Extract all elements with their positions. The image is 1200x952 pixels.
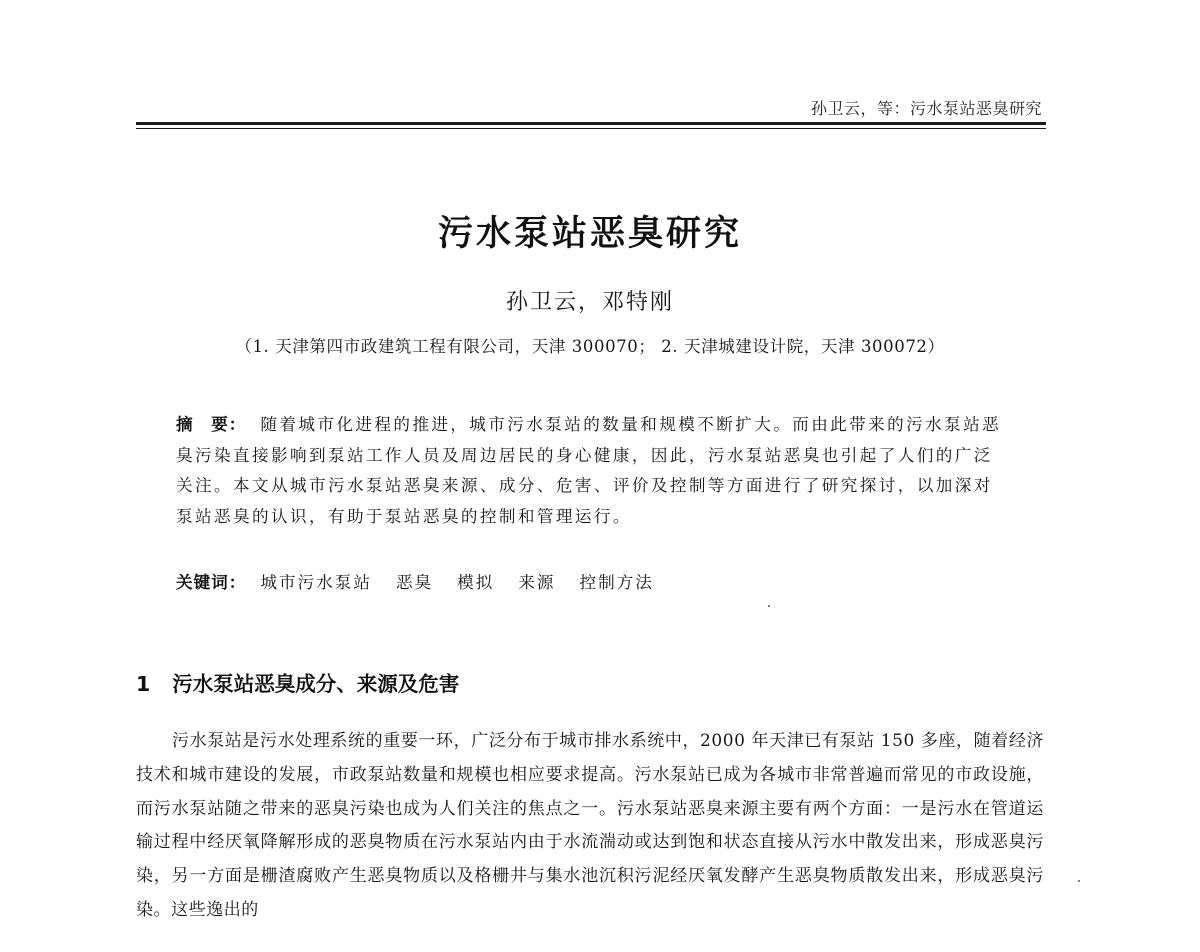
keyword: 来源	[518, 573, 556, 592]
abstract	[176, 410, 1004, 532]
affiliation: （1. 天津第四市政建筑工程有限公司，天津 300070； 2. 天津城建设计院，天津 300072）	[235, 337, 945, 356]
scan-speck	[768, 605, 770, 607]
keyword: 恶臭	[395, 573, 434, 592]
author-list: 孙卫云，邓特刚	[505, 290, 674, 315]
keyword: 城市污水泵站	[260, 573, 372, 592]
keywords	[176, 568, 1004, 598]
keyword: 模拟	[457, 573, 495, 592]
body-text	[136, 725, 1044, 928]
body-paragraph: 污水泵站是污水处理系统的重要一环，广泛分布于城市排水系统中，2000 年天津已有泵站 150 多座，随着经济技术和城市建设的发展，市政泵站数量和规模也相应要求提高。污水泵站已成为各城市非常普遍而常见的市政设施，而污水泵站随之带来的恶臭污染也成为人们关注的焦点之一。污水泵站恶臭来源主要有两个方面：一是污水在管道运输过程中经厌氧降解形成的恶臭物质在污水泵站内由于水流湍动或达到饱和状态直接从污水中散发出来，形成恶臭污染，另一方面是栅渣腐败产生恶臭物质以及格栅井与集水池沉积污泥经厌氧发酵产生恶臭物质散发出来，形成恶臭污染。这些逸出的	[136, 731, 1044, 920]
keywords-label: 关键词：	[176, 573, 247, 592]
header-rule-thin	[136, 128, 1046, 129]
section-title: 污水泵站恶臭成分、来源及危害	[172, 672, 460, 696]
abstract-label: 摘 要：	[176, 415, 247, 434]
header-rule-thick	[136, 122, 1046, 125]
keyword: 控制方法	[579, 573, 654, 592]
section-number: 1	[136, 672, 151, 696]
abstract-text: 随着城市化进程的推进，城市污水泵站的数量和规模不断扩大。而由此带来的污水泵站恶臭污染直接影响到泵站工作人员及周边居民的身心健康，因此，污水泵站恶臭也引起了人们的广泛关注。本文从城市污水泵站恶臭来源、成分、危害、评价及控制等方面进行了研究探讨，以加深对泵站恶臭的认识，有助于泵站恶臭的控制和管理运行。	[176, 415, 1002, 526]
scan-speck	[1078, 880, 1080, 882]
section-heading	[136, 667, 459, 697]
article-title: 污水泵站恶臭研究	[437, 214, 742, 254]
running-head: 孙卫云，等：污水泵站恶臭研究	[810, 99, 1042, 118]
